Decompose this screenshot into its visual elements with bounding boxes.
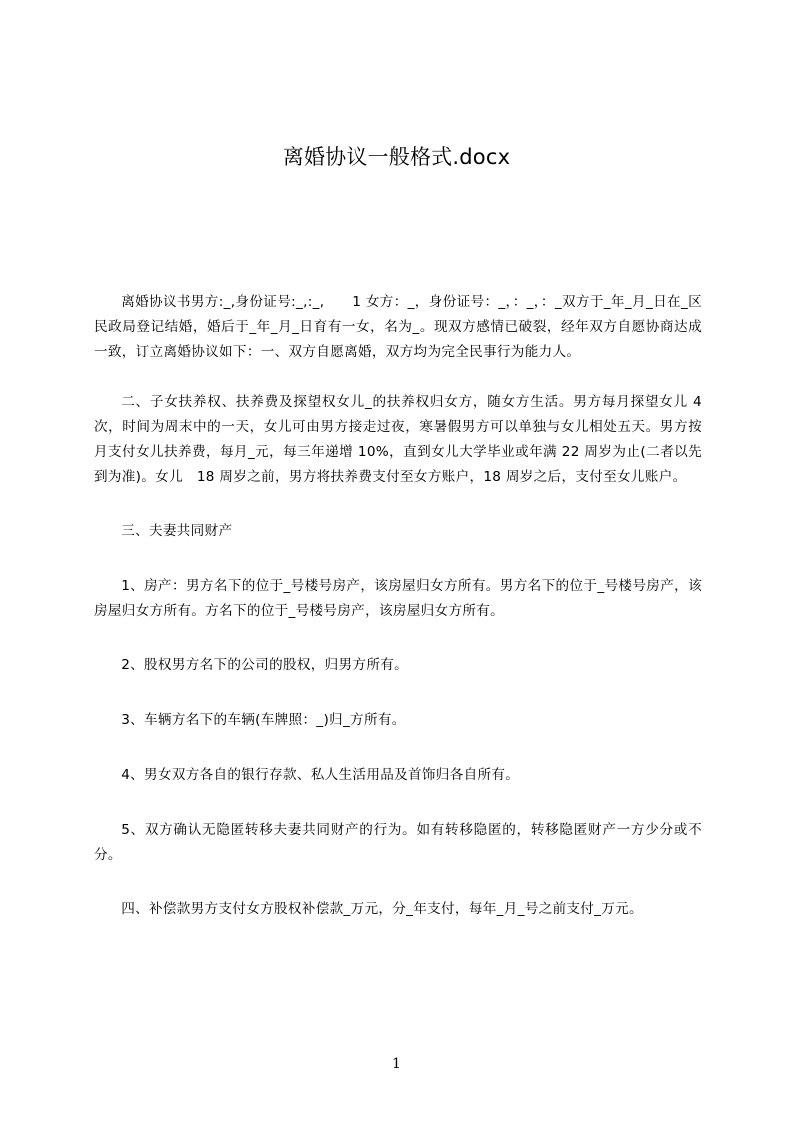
paragraph-equity: 2、股权男方名下的公司的股权，归男方所有。 [121,657,409,673]
paragraph-parties: 离婚协议书男方:_,身份证号:_,:_, 1 女方：_，身份证号：_，：_，：_双方于_年_月_日在_区民政局登记结婚，婚后于_年_月_日育有一女，名为_。现双方感情已破裂，经年双方自愿协商达成一致，订立离婚协议如下：一、双方自愿离婚，双方均为完全民事行为能力人。 [94,294,702,360]
paragraph-no-concealment: 5、双方确认无隐匿转移夫妻共同财产的行为。如有转移隐匿的，转移隐匿财产一方少分或不分。 [94,822,702,863]
paragraph-savings: 4、男女双方各自的银行存款、私人生活用品及首饰归各自所有。 [121,767,520,783]
paragraph-vehicle: 3、车辆方名下的车辆(车牌照：_)归_方所有。 [121,712,406,728]
document-title: 离婚协议一般格式.docx [282,145,511,169]
paragraph-real-estate: 1、房产：男方名下的位于_号楼号房产，该房屋归女方所有。男方名下的位于_号楼号房产，该房屋归女方所有。方名下的位于_号楼号房产，该房屋归女方所有。 [94,578,702,619]
paragraph-joint-property-heading: 三、夫妻共同财产 [121,523,233,539]
paragraph-compensation: 四、补偿款男方支付女方股权补偿款_万元，分_年支付，每年_月_号之前支付_万元。 [121,901,643,917]
paragraph-child-custody: 二、子女扶养权、扶养费及探望权女儿_的扶养权归女方，随女方生活。男方每月探望女儿 4 次，时间为周末中的一天，女儿可由男方接走过夜，寒暑假男方可以单独与女儿相处五天。男方按月支付女儿扶养费，每月_元，每三年递增 10%，直到女儿大学毕业或年满 22 周岁为止(二者以先到为准)。女儿 18 周岁之前，男方将扶养费支付至女方账户，18 周岁之后，支付至女儿账户。 [94,394,702,485]
page-number: 1 [392,1056,401,1072]
document-body [94,290,702,951]
